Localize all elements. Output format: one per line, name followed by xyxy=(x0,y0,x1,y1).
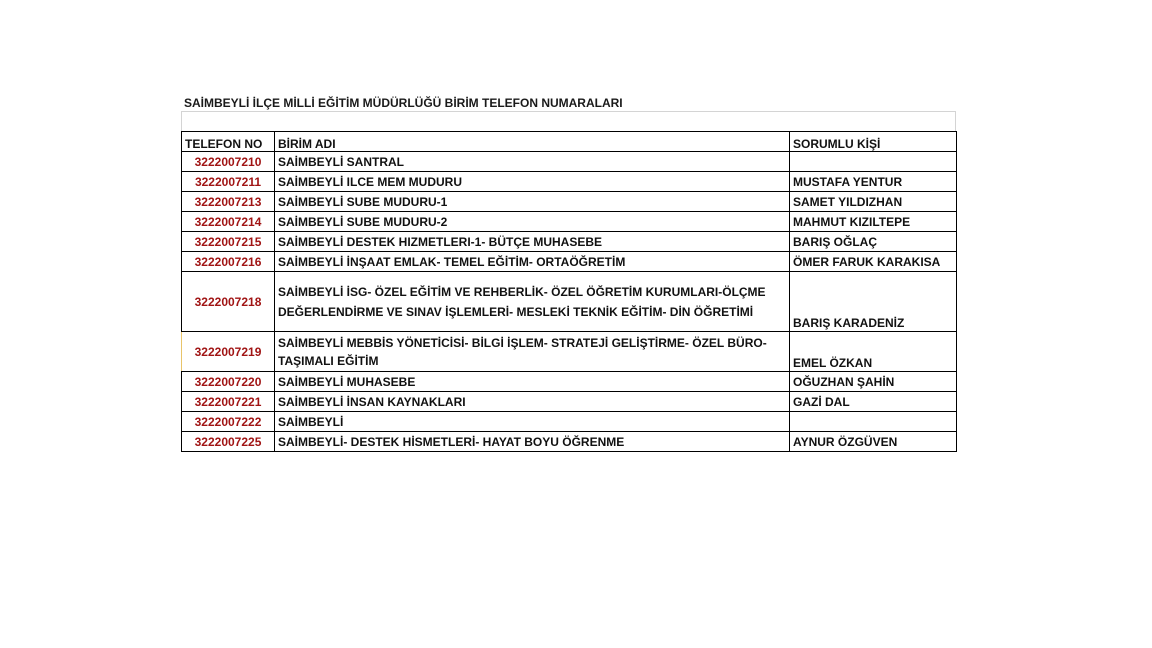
table-header-row xyxy=(182,132,957,152)
unit-cell[interactable]: SAİMBEYLİ DESTEK HIZMETLERI-1- BÜTÇE MUHASEBE xyxy=(275,232,790,252)
phone-cell[interactable]: 3222007213 xyxy=(182,192,275,212)
phone-cell[interactable]: 3222007216 xyxy=(182,252,275,272)
person-cell[interactable]: MAHMUT KIZILTEPE xyxy=(790,212,957,232)
person-cell[interactable]: AYNUR ÖZGÜVEN xyxy=(790,432,957,452)
spreadsheet xyxy=(181,111,957,451)
unit-cell[interactable]: SAİMBEYLİ SUBE MUDURU-2 xyxy=(275,212,790,232)
unit-cell[interactable]: SAİMBEYLİ İNSAN KAYNAKLARI xyxy=(275,392,790,412)
table-row xyxy=(182,232,957,252)
table-row xyxy=(182,332,957,372)
person-cell[interactable] xyxy=(790,412,957,432)
person-cell[interactable]: MUSTAFA YENTUR xyxy=(790,172,957,192)
person-cell[interactable]: BARIŞ KARADENİZ xyxy=(790,272,957,332)
person-cell[interactable]: GAZİ DAL xyxy=(790,392,957,412)
person-cell[interactable]: ÖMER FARUK KARAKISA xyxy=(790,252,957,272)
unit-cell[interactable]: SAİMBEYLİ MEBBİS YÖNETİCİSİ- BİLGİ İŞLEM- STRATEJİ GELİŞTİRME- ÖZEL BÜRO-TAŞIMALI EĞİTİM xyxy=(275,332,790,372)
unit-cell[interactable]: SAİMBEYLİ SANTRAL xyxy=(275,152,790,172)
header-birim-adi[interactable]: BİRİM ADI xyxy=(275,132,790,152)
table-row xyxy=(182,252,957,272)
unit-cell[interactable]: SAİMBEYLİ İSG- ÖZEL EĞİTİM VE REHBERLİK- ÖZEL ÖĞRETİM KURUMLARI-ÖLÇME DEĞERLENDİRME VE SINAV İŞLEMLERİ- MESLEKİ TEKNİK EĞİTİM- DİN ÖĞRETİMİ xyxy=(275,272,790,332)
table-row xyxy=(182,432,957,452)
table-row xyxy=(182,392,957,412)
phone-cell[interactable]: 3222007214 xyxy=(182,212,275,232)
phone-cell[interactable]: 3222007218 xyxy=(182,272,275,332)
person-cell[interactable]: EMEL ÖZKAN xyxy=(790,332,957,372)
header-sorumlu-kisi[interactable]: SORUMLU KİŞİ xyxy=(790,132,957,152)
table-row xyxy=(182,212,957,232)
phone-cell[interactable]: 3222007220 xyxy=(182,372,275,392)
table-row xyxy=(182,372,957,392)
header-telefon-no[interactable]: TELEFON NO xyxy=(182,132,275,152)
table-row xyxy=(182,412,957,432)
phone-cell[interactable]: 3222007222 xyxy=(182,412,275,432)
phone-table xyxy=(181,131,957,452)
phone-cell[interactable]: 3222007219 xyxy=(182,332,275,372)
unit-cell[interactable]: SAİMBEYLİ MUHASEBE xyxy=(275,372,790,392)
table-row xyxy=(182,172,957,192)
phone-cell[interactable]: 3222007221 xyxy=(182,392,275,412)
table-row xyxy=(182,272,957,332)
unit-cell[interactable]: SAİMBEYLİ- DESTEK HİSMETLERİ- HAYAT BOYU ÖĞRENME xyxy=(275,432,790,452)
phone-cell[interactable]: 3222007210 xyxy=(182,152,275,172)
person-cell[interactable]: SAMET YILDIZHAN xyxy=(790,192,957,212)
unit-cell[interactable]: SAİMBEYLİ xyxy=(275,412,790,432)
unit-cell[interactable]: SAİMBEYLİ ILCE MEM MUDURU xyxy=(275,172,790,192)
empty-row[interactable] xyxy=(181,111,956,131)
unit-cell[interactable]: SAİMBEYLİ SUBE MUDURU-1 xyxy=(275,192,790,212)
phone-cell[interactable]: 3222007211 xyxy=(182,172,275,192)
document-title: SAİMBEYLİ İLÇE MİLLİ EĞİTİM MÜDÜRLÜĞÜ BİRİM TELEFON NUMARALARI xyxy=(184,96,623,110)
phone-cell[interactable]: 3222007215 xyxy=(182,232,275,252)
unit-cell[interactable]: SAİMBEYLİ İNŞAAT EMLAK- TEMEL EĞİTİM- ORTAÖĞRETİM xyxy=(275,252,790,272)
phone-cell[interactable]: 3222007225 xyxy=(182,432,275,452)
person-cell[interactable]: OĞUZHAN ŞAHİN xyxy=(790,372,957,392)
table-row xyxy=(182,192,957,212)
table-row xyxy=(182,152,957,172)
person-cell[interactable] xyxy=(790,152,957,172)
person-cell[interactable]: BARIŞ OĞLAÇ xyxy=(790,232,957,252)
